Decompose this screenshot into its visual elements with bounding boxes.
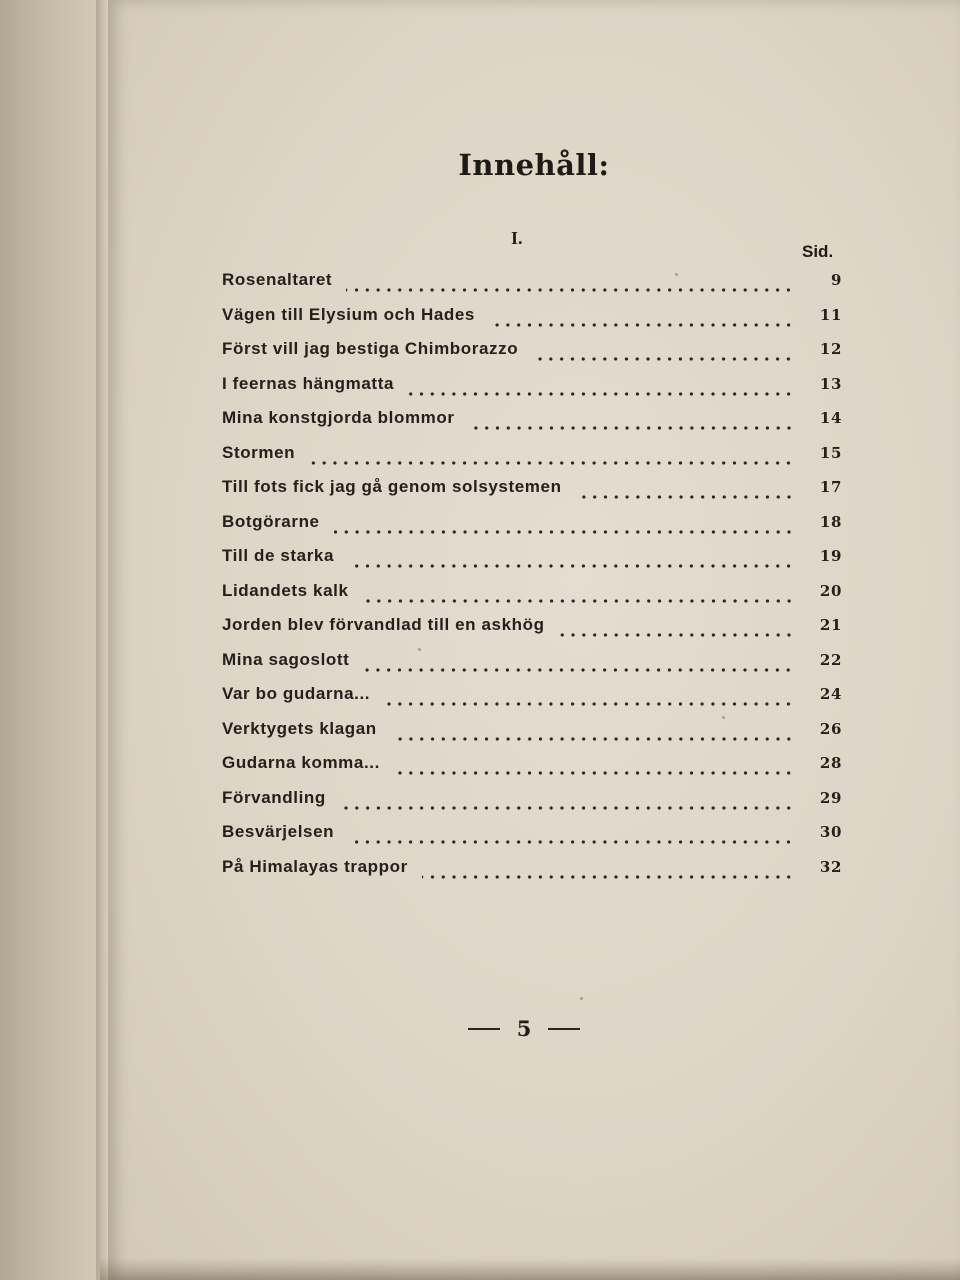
toc-entry (222, 408, 842, 443)
toc-entry (222, 615, 842, 650)
toc-entry-title: Lidandets kalk (222, 580, 349, 600)
dot-leader (384, 702, 794, 706)
page-folio (468, 1016, 580, 1041)
toc-entry (222, 650, 842, 685)
table-of-contents (222, 270, 842, 891)
dot-leader (309, 461, 794, 465)
toc-entry (222, 339, 842, 374)
toc-entry-page: 22 (819, 650, 842, 669)
dot-leader (334, 530, 794, 534)
toc-entry-title: Verktygets klagan (222, 718, 377, 738)
toc-entry-title: Jorden blev förvandlad till en askhög (222, 615, 545, 634)
toc-entry-page: 26 (819, 719, 842, 738)
toc-entry-page: 32 (819, 857, 842, 876)
toc-entry-title: Besvärjelsen (222, 822, 335, 841)
toc-entry (222, 581, 842, 616)
toc-entry-page: 21 (819, 616, 842, 634)
dot-leader (340, 806, 794, 810)
folio-dash-left (468, 1028, 500, 1030)
dot-leader (346, 288, 794, 292)
toc-entry-title: Förvandling (222, 787, 326, 807)
toc-entry-title: I feernas hängmatta (222, 373, 395, 393)
toc-entry-title: Till fots fick jag gå genom solsystemen (222, 477, 562, 496)
toc-entry (222, 443, 842, 478)
toc-entry-page: 11 (819, 305, 842, 324)
paper-speck (418, 648, 421, 651)
paper-speck (675, 273, 678, 276)
dot-leader (422, 875, 794, 879)
facing-page-edge (0, 0, 100, 1280)
toc-entry (222, 546, 842, 581)
toc-entry-title: Mina konstgjorda blommor (222, 408, 455, 427)
toc-entry-title: Mina sagoslott (222, 649, 350, 669)
paper-speck (722, 716, 725, 719)
toc-entry-page: 19 (819, 547, 842, 565)
toc-entry-page: 20 (819, 581, 842, 600)
dot-leader (394, 771, 794, 775)
toc-entry-page: 15 (819, 443, 842, 462)
dot-leader (391, 737, 794, 741)
toc-entry (222, 788, 842, 823)
toc-entry-title: På Himalayas trappor (222, 856, 408, 876)
toc-entry-title: Först vill jag bestiga Chimborazzo (222, 339, 519, 358)
dot-leader (489, 323, 794, 327)
section-number: I. (511, 228, 523, 248)
toc-entry (222, 270, 842, 305)
page-bottom-shadow (100, 1258, 960, 1280)
toc-entry-page: 17 (819, 478, 842, 496)
toc-entry-page: 30 (819, 823, 842, 841)
toc-entry-title: Vägen till Elysium och Hades (222, 304, 475, 324)
page-title: Innehåll: (458, 148, 610, 182)
toc-entry (222, 477, 842, 512)
toc-entry-page: 29 (819, 788, 842, 807)
dot-leader (559, 633, 794, 637)
dot-leader (348, 840, 794, 844)
dot-leader (363, 599, 795, 603)
toc-entry-title: Stormen (222, 442, 296, 462)
toc-entry-page: 28 (819, 754, 842, 772)
toc-entry-title: Till de starka (222, 546, 335, 565)
paper-speck (580, 997, 583, 1000)
toc-entry-title: Rosenaltaret (222, 270, 333, 289)
toc-entry (222, 305, 842, 340)
toc-entry (222, 512, 842, 547)
toc-entry-title: Gudarna komma... (222, 753, 380, 772)
page-gutter (96, 0, 108, 1280)
toc-entry-page: 14 (819, 409, 842, 427)
folio-number: 5 (516, 1016, 532, 1041)
toc-entry (222, 822, 842, 857)
folio-dash-right (548, 1028, 580, 1030)
toc-entry (222, 374, 842, 409)
dot-leader (469, 426, 794, 430)
dot-leader (363, 668, 794, 672)
toc-entry-page: 9 (830, 271, 842, 289)
dot-leader (576, 495, 794, 499)
toc-entry (222, 753, 842, 788)
toc-entry-title: Var bo gudarna... (222, 684, 371, 703)
dot-leader (408, 392, 794, 396)
toc-entry-page: 18 (819, 512, 842, 531)
toc-entry-title: Botgörarne (222, 511, 320, 531)
toc-entry (222, 719, 842, 754)
toc-entry-page: 13 (819, 374, 842, 393)
toc-entry-page: 12 (819, 340, 842, 358)
toc-entry (222, 857, 842, 892)
toc-entry-page: 24 (819, 685, 842, 703)
dot-leader (532, 357, 794, 361)
page-column-header: Sid. (802, 242, 834, 261)
dot-leader (348, 564, 794, 568)
toc-entry (222, 684, 842, 719)
